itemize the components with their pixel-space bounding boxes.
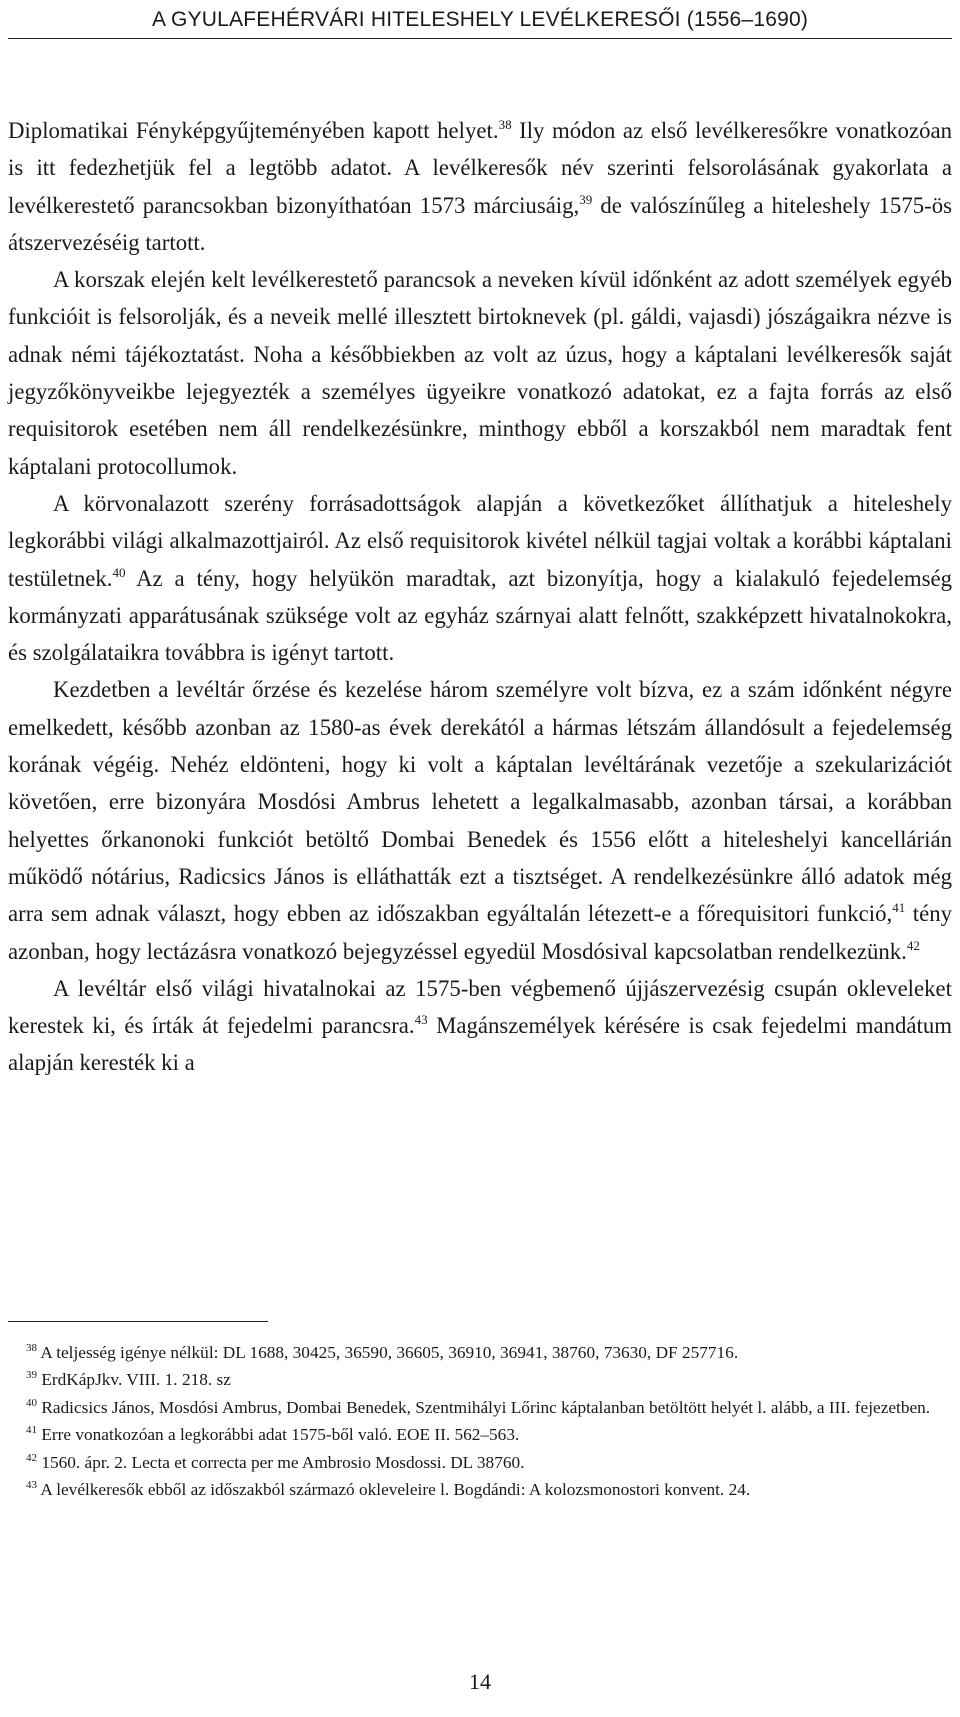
paragraph-text: A levéltár első világi hivatalnokai az 1575-ben végbemenő újjászervezésig csupán okleveleket kerestek ki, és írták át fejedelmi parancsra. — [8, 975, 952, 1039]
footnote-text: 1560. ápr. 2. Lecta et correcta per me Ambrosio Mosdossi. DL 38760. — [37, 1452, 525, 1472]
footnote-number: 40 — [26, 1396, 37, 1409]
footnote — [8, 1366, 952, 1393]
body-paragraph — [8, 112, 952, 261]
footnote-number: 42 — [26, 1451, 37, 1464]
footnote-reference[interactable]: 39 — [579, 191, 593, 207]
footnote — [8, 1449, 952, 1476]
paragraph-text: Kezdetben a levéltár őrzése és kezelése három személyre volt bízva, ez a szám időnként négyre emelkedett, később azonban az 1580-as évek derekától a hármas létszám állandósult a fejedelemség korának végéig. Nehéz eldönteni, hogy ki volt a káptalan levéltárának vezetője a szekularizációt követően, erre bizonyára Mosdósi Ambrus lehetett a legalkalmasabb, azonban társai, a korábban helyettes őrkanonoki funkciót betöltő Dombai Benedek és 1556 előtt a hiteleshelyi kancellárián működő nótárius, Radicsics János is elláthatták ezt a tisztséget. A rendelkezésünkre álló adatok még arra sem adnak választ, hogy ebben az időszakban egyáltalán létezett-e a főrequisitori funkció, — [8, 677, 952, 927]
body-paragraph — [8, 261, 952, 485]
footnote-text: A teljesség igénye nélkül: DL 1688, 30425, 36590, 36605, 36910, 36941, 38760, 73630, DF 257716. — [37, 1343, 739, 1362]
paragraph-text: Diplomatikai Fényképgyűjteményében kapott helyet. — [8, 118, 499, 143]
footnote-number: 43 — [26, 1479, 37, 1492]
running-head: A GYULAFEHÉRVÁRI HITELESHELY LEVÉLKERESŐI (1556–1690) — [151, 8, 809, 31]
body-text — [8, 112, 952, 1082]
footnote — [8, 1339, 952, 1366]
paragraph-text: de valószínűleg a hiteleshely 1575-ös átszervezéséig tartott. — [8, 192, 952, 255]
footnote-text: Radicsics János, Mosdósi Ambrus, Dombai Benedek, Szentmihályi Lőrinc káptalanban betöltött helyét l. alább, a III. fejezetben. — [37, 1397, 931, 1417]
paragraph-text: Az a tény, hogy helyükön maradtak, azt bizonyítja, hogy a kialakuló fejedelemség kormányzati apparátusának szüksége volt az egyház szárnyai alatt felnőtt, szakképzett hivatalnokokra, és szolgálataikra továbbra is igényt tartott. — [8, 565, 952, 666]
body-paragraph — [8, 671, 952, 969]
footnote-separator — [8, 1321, 268, 1322]
footnote — [8, 1421, 952, 1448]
footnote-reference[interactable]: 43 — [414, 1012, 428, 1028]
paragraph-text: A körvonalazott szerény forrásadottságok alapján a következőket állíthatjuk a hiteleshely legkorábbi világi alkalmazottjairól. Az első requisitorok kivétel nélkül tagjai voltak a korábbi káptalani testületnek. — [8, 490, 952, 591]
footnote-reference[interactable]: 40 — [112, 564, 126, 580]
paragraph-text: Ily módon az első levélkeresőkre vonatkozóan is itt fedezhetjük fel a legtöbb adatot. A levélkeresők név szerinti felsorolásának gyakorlata a levélkerestető parancsokban bizonyíthatóan 1573 márciusáig, — [8, 118, 952, 218]
footnote-number: 39 — [26, 1369, 37, 1382]
header-rule — [8, 38, 952, 39]
paragraph-text: A korszak elején kelt levélkerestető parancsok a neveken kívül időnként az adott személyek egyéb funkcióit is felsorolják, és a neveik mellé illesztett birtoknevek (pl. gáldi, vajasdi) jószágaikra nézve is adnak némi tájékoztatást. Noha a későbbiekben az volt az úzus, hogy a káptalani levélkeresők saját jegyzőkönyveikbe lejegyezték a személyes ügyeikre vonatkozó adatokat, ez a fajta forrás az első requisitorok esetében nem áll rendelkezésünkre, minthogy ebből a korszakból nem maradtak fent káptalani protocollumok. — [8, 267, 952, 479]
footnote-reference[interactable]: 41 — [892, 900, 906, 916]
footnote-number: 38 — [26, 1342, 37, 1354]
paragraph-text: Magánszemélyek kérésére is csak fejedelmi mandátum alapján keresték ki a — [8, 1013, 952, 1076]
page-number: 14 — [469, 1669, 491, 1694]
footnote-text: Erre vonatkozóan a legkorábbi adat 1575-ből való. EOE II. 562–563. — [37, 1425, 520, 1445]
body-paragraph — [8, 485, 952, 671]
footnotes — [8, 1339, 952, 1503]
paragraph-text: tény azonban, hogy lectázásra vonatkozó bejegyzéssel egyedül Mosdósival kapcsolatban rendelkezünk. — [8, 901, 953, 964]
footnote-reference[interactable]: 42 — [906, 937, 920, 953]
footnote — [8, 1394, 952, 1421]
footnote-reference[interactable]: 38 — [498, 117, 512, 132]
footnote-text: A levélkeresők ebből az időszakból származó okleveleire l. Bogdándi: A kolozsmonostori konvent. 24. — [37, 1480, 751, 1500]
footnote-text: ErdKápJkv. VIII. 1. 218. sz — [37, 1370, 231, 1390]
body-paragraph — [8, 970, 952, 1082]
footnote — [8, 1476, 952, 1503]
footnote-number: 41 — [26, 1424, 37, 1437]
